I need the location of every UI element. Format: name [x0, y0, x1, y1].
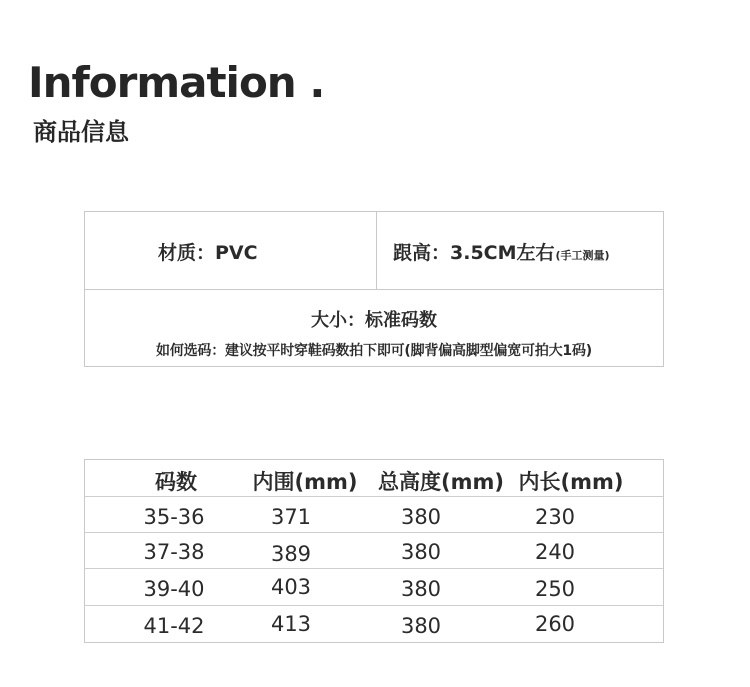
table-divider — [85, 568, 663, 569]
heel-height-value: 跟高：3.5CM左右 — [393, 242, 555, 264]
product-info-box — [84, 211, 664, 367]
table-cell: 37-38 — [143, 540, 205, 564]
table-divider — [85, 496, 663, 497]
table-header-total-height: 总高度(mm) — [378, 470, 504, 494]
size-guide-text: 如何选码：建议按平时穿鞋码数拍下即可(脚背偏高脚型偏宽可拍大1码) — [156, 343, 592, 359]
info-row-top — [85, 212, 663, 290]
table-cell: 380 — [400, 614, 442, 638]
table-cell: 403 — [270, 575, 312, 599]
info-divider — [376, 212, 377, 290]
heel-height-text — [393, 238, 610, 265]
table-cell: 371 — [270, 505, 312, 529]
table-cell: 41-42 — [143, 614, 205, 638]
table-cell: 380 — [400, 505, 442, 529]
table-cell: 240 — [534, 540, 576, 564]
table-cell: 39-40 — [143, 577, 205, 601]
table-cell: 380 — [400, 540, 442, 564]
table-divider — [85, 532, 663, 533]
table-header-inner-girth: 内围(mm) — [252, 470, 358, 494]
page-title: Information . — [28, 58, 325, 107]
page-subtitle: 商品信息 — [33, 118, 129, 146]
table-header-inner-length: 内长(mm) — [518, 470, 624, 494]
table-divider — [85, 605, 663, 606]
material-text: 材质：PVC — [158, 242, 258, 264]
size-title-text: 大小：标准码数 — [311, 310, 437, 331]
table-cell: 250 — [534, 577, 576, 601]
table-cell: 413 — [270, 612, 312, 636]
table-cell: 260 — [534, 612, 576, 636]
table-cell: 230 — [534, 505, 576, 529]
table-cell: 389 — [270, 542, 312, 566]
table-header-size: 码数 — [155, 470, 197, 494]
size-table — [84, 459, 664, 643]
table-cell: 380 — [400, 577, 442, 601]
table-cell: 35-36 — [143, 505, 205, 529]
heel-height-note: (手工测量) — [555, 249, 610, 262]
